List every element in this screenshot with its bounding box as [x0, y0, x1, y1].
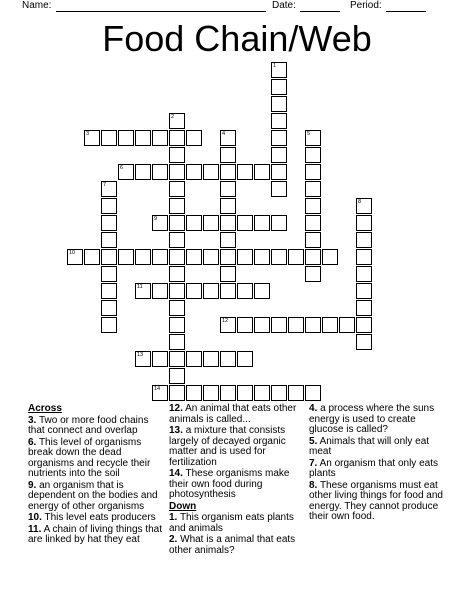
- grid-cell[interactable]: [237, 283, 253, 299]
- grid-cell[interactable]: [118, 130, 134, 146]
- page-title: Food Chain/Web: [102, 18, 372, 59]
- grid-cell[interactable]: [237, 351, 253, 367]
- grid-clue-number: 14: [154, 386, 161, 392]
- grid-cell[interactable]: [356, 300, 372, 316]
- down-heading: Down: [169, 500, 197, 512]
- clue-across-13: 13. a mixture that consists largely of decayed organic matter and is used for fertilization: [169, 425, 286, 468]
- grid-cell[interactable]: [203, 351, 219, 367]
- grid-cell[interactable]: [101, 232, 117, 248]
- grid-clue-number: 1: [273, 63, 277, 69]
- grid-cell[interactable]: [203, 283, 219, 299]
- grid-cell[interactable]: [152, 351, 168, 367]
- grid-cell[interactable]: [118, 249, 134, 265]
- clues-column-2: [169, 404, 303, 557]
- clue-down-7: 7. An organism that only eats plants: [309, 457, 438, 479]
- grid-cell[interactable]: [254, 385, 270, 401]
- grid-cell[interactable]: [101, 215, 117, 231]
- grid-cell[interactable]: [220, 147, 236, 163]
- grid-clue-number: 2: [171, 114, 175, 120]
- grid-cell[interactable]: [169, 164, 185, 180]
- grid-cell[interactable]: [169, 198, 185, 214]
- grid-cell[interactable]: [254, 249, 270, 265]
- grid-cell[interactable]: [220, 198, 236, 214]
- grid-cell[interactable]: [220, 283, 236, 299]
- grid-cell[interactable]: [305, 215, 321, 231]
- grid-cell[interactable]: [254, 164, 270, 180]
- grid-cell[interactable]: [322, 317, 338, 333]
- grid-cell[interactable]: [237, 385, 253, 401]
- clues-column-1: [28, 404, 162, 547]
- grid-cell[interactable]: [101, 300, 117, 316]
- grid-cell[interactable]: [271, 96, 287, 112]
- grid-cell[interactable]: [135, 249, 151, 265]
- grid-cell[interactable]: [220, 215, 236, 231]
- grid-cell[interactable]: [220, 249, 236, 265]
- clues-column-3: [309, 404, 449, 524]
- grid-cell[interactable]: [186, 283, 202, 299]
- grid-clue-number: 7: [103, 182, 107, 188]
- grid-cell[interactable]: [271, 130, 287, 146]
- grid-cell[interactable]: [220, 351, 236, 367]
- grid-cell[interactable]: [237, 164, 253, 180]
- grid-cell[interactable]: [305, 249, 321, 265]
- grid-cell[interactable]: [237, 215, 253, 231]
- grid-cell[interactable]: [271, 317, 287, 333]
- grid-cell[interactable]: [254, 215, 270, 231]
- grid-cell[interactable]: [271, 181, 287, 197]
- grid-cell[interactable]: [186, 385, 202, 401]
- grid-cell[interactable]: [203, 385, 219, 401]
- grid-cell[interactable]: [203, 164, 219, 180]
- grid-cell[interactable]: [169, 249, 185, 265]
- grid-cell[interactable]: [271, 79, 287, 95]
- grid-cell[interactable]: [203, 249, 219, 265]
- grid-clue-number: 3: [86, 131, 90, 137]
- grid-cell[interactable]: [135, 164, 151, 180]
- grid-cell[interactable]: [186, 215, 202, 231]
- grid-cell[interactable]: [220, 266, 236, 282]
- grid-cell[interactable]: [356, 266, 372, 282]
- grid-cell[interactable]: [186, 164, 202, 180]
- grid-cell[interactable]: [305, 232, 321, 248]
- grid-cell[interactable]: [169, 266, 185, 282]
- grid-cell[interactable]: [152, 164, 168, 180]
- grid-cell[interactable]: [169, 283, 185, 299]
- grid-clue-number: 6: [120, 165, 124, 171]
- grid-cell[interactable]: [169, 130, 185, 146]
- grid-cell[interactable]: [186, 130, 202, 146]
- grid-cell[interactable]: [356, 215, 372, 231]
- grid-cell[interactable]: [169, 232, 185, 248]
- clue-across-12: 12. An animal that eats other animals is called...: [169, 403, 297, 425]
- grid-cell[interactable]: [101, 249, 117, 265]
- period-label: Period:: [350, 0, 382, 11]
- grid-cell[interactable]: [356, 317, 372, 333]
- grid-clue-number: 12: [222, 318, 229, 324]
- grid-cell[interactable]: [186, 249, 202, 265]
- grid-cell[interactable]: [152, 130, 168, 146]
- grid-cell[interactable]: [101, 317, 117, 333]
- clue-down-2: 2. What is a animal that eats other animals?: [169, 534, 296, 556]
- grid-cell[interactable]: [169, 351, 185, 367]
- grid-cell[interactable]: [220, 385, 236, 401]
- clue-across-9: 9. an organism that is dependent on the bodies and energy of other organisms: [28, 479, 158, 512]
- grid-cell[interactable]: [356, 232, 372, 248]
- grid-cell[interactable]: [101, 266, 117, 282]
- grid-cell[interactable]: [322, 249, 338, 265]
- grid-cell[interactable]: [101, 198, 117, 214]
- grid-cell[interactable]: [169, 385, 185, 401]
- clue-down-1: 1. This organism eats plants and animals: [169, 512, 294, 534]
- grid-clue-number: 5: [307, 131, 311, 137]
- grid-cell[interactable]: [101, 283, 117, 299]
- grid-cell[interactable]: [356, 249, 372, 265]
- date-label: Date:: [272, 0, 296, 11]
- grid-cell[interactable]: [305, 317, 321, 333]
- clue-across-10: 10. This level eats producers: [28, 512, 156, 523]
- grid-cell[interactable]: [339, 317, 355, 333]
- grid-cell[interactable]: [169, 300, 185, 316]
- grid-clue-number: 9: [154, 216, 158, 222]
- grid-cell[interactable]: [305, 385, 321, 401]
- grid-cell[interactable]: [220, 232, 236, 248]
- grid-cell[interactable]: [84, 249, 100, 265]
- grid-cell[interactable]: [169, 147, 185, 163]
- grid-cell[interactable]: [254, 283, 270, 299]
- across-heading: Across: [28, 403, 62, 414]
- grid-cell[interactable]: [169, 215, 185, 231]
- clue-down-8: 8. These organisms must eat other living things for food and energy. They cannot produce their own food.: [309, 479, 443, 522]
- grid-cell[interactable]: [169, 334, 185, 350]
- grid-cell[interactable]: [288, 317, 304, 333]
- grid-cell[interactable]: [271, 385, 287, 401]
- grid-clue-number: 13: [137, 352, 144, 358]
- grid-cell[interactable]: [305, 164, 321, 180]
- grid-cell[interactable]: [271, 249, 287, 265]
- grid-cell[interactable]: [237, 249, 253, 265]
- grid-cell[interactable]: [220, 181, 236, 197]
- clue-across-6: 6. This level of organisms break down the dead organisms and recycle their nutrients into the soil: [28, 436, 151, 479]
- grid-cell[interactable]: [271, 164, 287, 180]
- clue-down-5: 5. Animals that will only eat meat: [309, 435, 430, 457]
- grid-cell[interactable]: [271, 113, 287, 129]
- grid-cell[interactable]: [305, 147, 321, 163]
- grid-cell[interactable]: [288, 385, 304, 401]
- grid-cell[interactable]: [288, 249, 304, 265]
- grid-cell[interactable]: [305, 198, 321, 214]
- grid-cell[interactable]: [169, 368, 185, 384]
- grid-cell[interactable]: [101, 130, 117, 146]
- clue-across-11: 11. A chain of living things that are linked by hat they eat: [28, 523, 163, 545]
- grid-cell[interactable]: [169, 317, 185, 333]
- clue-across-14: 14. These organisms make their own food during photosynthesis: [169, 468, 290, 500]
- grid-clue-number: 4: [222, 131, 226, 137]
- grid-cell[interactable]: [271, 215, 287, 231]
- grid-cell[interactable]: [186, 351, 202, 367]
- grid-cell[interactable]: [152, 283, 168, 299]
- grid-cell[interactable]: [305, 266, 321, 282]
- grid-cell[interactable]: [271, 147, 287, 163]
- grid-cell[interactable]: [254, 317, 270, 333]
- grid-cell[interactable]: [220, 164, 236, 180]
- grid-clue-number: 8: [358, 199, 362, 205]
- grid-cell[interactable]: [356, 334, 372, 350]
- grid-cell[interactable]: [305, 181, 321, 197]
- grid-cell[interactable]: [356, 283, 372, 299]
- grid-cell[interactable]: [169, 181, 185, 197]
- clue-down-4: 4. a process where the suns energy is used to create glucose is called?: [309, 403, 435, 435]
- grid-clue-number: 11: [137, 284, 143, 290]
- grid-cell[interactable]: [237, 317, 253, 333]
- grid-cell[interactable]: [135, 130, 151, 146]
- grid-cell[interactable]: [152, 249, 168, 265]
- name-label: Name:: [22, 0, 52, 11]
- grid-clue-number: 10: [69, 250, 76, 256]
- grid-cell[interactable]: [203, 215, 219, 231]
- clue-across-3: 3. Two or more food chains that connect and overlap: [28, 414, 149, 436]
